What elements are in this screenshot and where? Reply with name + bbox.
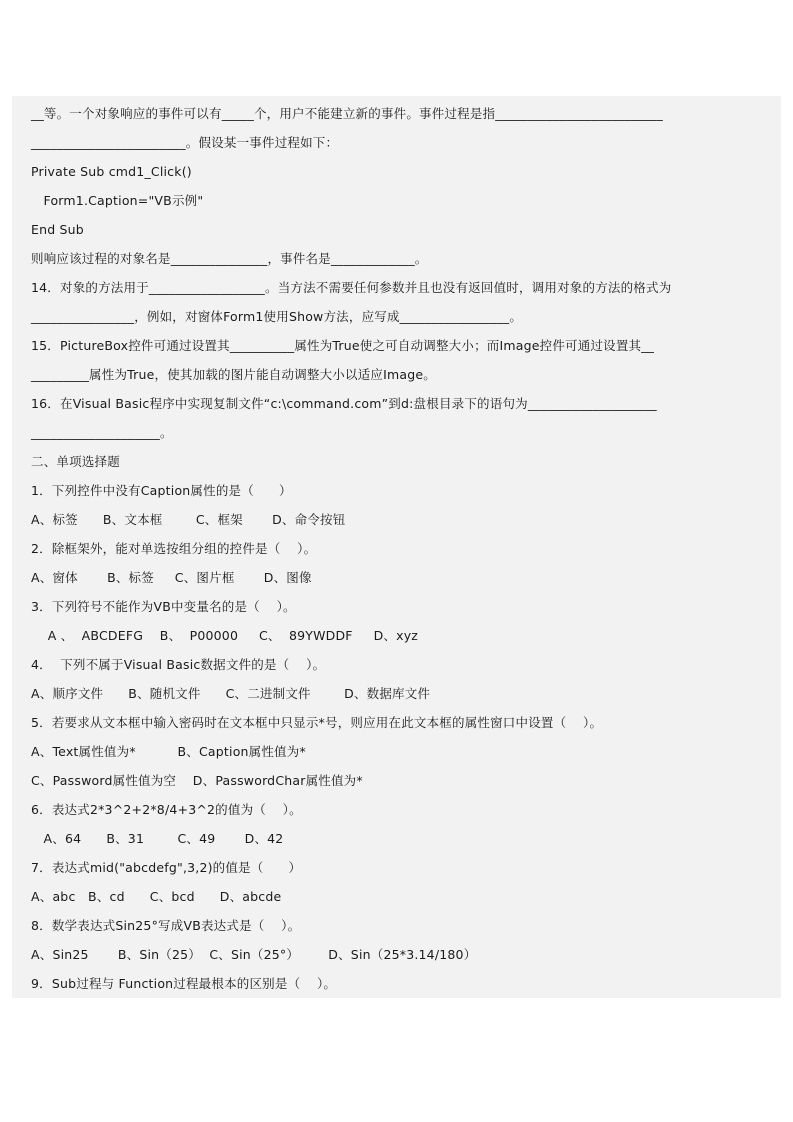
text-line: ________________________。假设某一事件过程如下： <box>31 135 339 150</box>
options-7: A、abc B、cd C、bcd D、abcde <box>31 889 282 904</box>
question-9: 9．Sub过程与 Function过程最根本的区别是（ ）。 <box>31 976 337 991</box>
options-5b: C、Password属性值为空 D、PasswordChar属性值为* <box>31 773 363 788</box>
question-2: 2．除框架外，能对单选按组分组的控件是（ ）。 <box>31 541 317 556</box>
question-14: 14．对象的方法用于__________________。当方法不需要任何参数并且也没有返回值时，调用对象的方法的格式为 <box>31 280 672 295</box>
options-8: A、Sin25 B、Sin（25） C、Sin（25°） D、Sin（25*3.14/180） <box>31 947 477 962</box>
text-line: __等。一个对象响应的事件可以有_____个，用户不能建立新的事件。事件过程是指__________________________ <box>31 106 663 121</box>
question-5: 5．若要求从文本框中输入密码时在文本框中只显示*号，则应用在此文本框的属性窗口中设置（ ）。 <box>31 715 603 730</box>
code-line: End Sub <box>31 222 84 237</box>
text-line: 则响应该过程的对象名是_______________，事件名是_____________。 <box>31 251 428 266</box>
question-8: 8．数学表达式Sin25°写成VB表达式是（ ）。 <box>31 918 301 933</box>
question-4: 4． 下列不属于Visual Basic数据文件的是（ ）。 <box>31 657 326 672</box>
question-6: 6．表达式2*3^2+2*8/4+3^2的值为（ ）。 <box>31 802 302 817</box>
text-line: ____________________。 <box>31 425 173 440</box>
options-3: A 、 ABCDEFG B、 P00000 C、 89YWDDF D、xyz <box>31 628 419 643</box>
code-line: Private Sub cmd1_Click() <box>31 164 192 179</box>
text-line: ________________，例如，对窗体Form1使用Show方法，应写成_________________。 <box>31 309 523 324</box>
options-5a: A、Text属性值为* B、Caption属性值为* <box>31 744 306 759</box>
question-15: 15．PictureBox控件可通过设置其__________属性为True使之可自动调整大小；而Image控件可通过设置其__ <box>31 338 655 353</box>
options-1: A、标签 B、文本框 C、框架 D、命令按钮 <box>31 512 346 527</box>
code-line: Form1.Caption="VB示例" <box>31 193 204 208</box>
question-3: 3．下列符号不能作为VB中变量名的是（ ）。 <box>31 599 296 614</box>
question-1: 1．下列控件中没有Caption属性的是（ ） <box>31 483 292 498</box>
question-7: 7．表达式mid("abcdefg",3,2)的值是（ ） <box>31 860 302 875</box>
question-16: 16．在Visual Basic程序中实现复制文件“c:\command.com”到d:盘根目录下的语句为____________________ <box>31 396 657 411</box>
options-4: A、顺序文件 B、随机文件 C、二进制文件 D、数据库文件 <box>31 686 431 701</box>
section-heading: 二、单项选择题 <box>31 454 120 469</box>
text-line: _________属性为True，使其加载的图片能自动调整大小以适应Image。 <box>31 367 436 382</box>
options-6: A、64 B、31 C、49 D、42 <box>31 831 284 846</box>
options-2: A、窗体 B、标签 C、图片框 D、图像 <box>31 570 312 585</box>
